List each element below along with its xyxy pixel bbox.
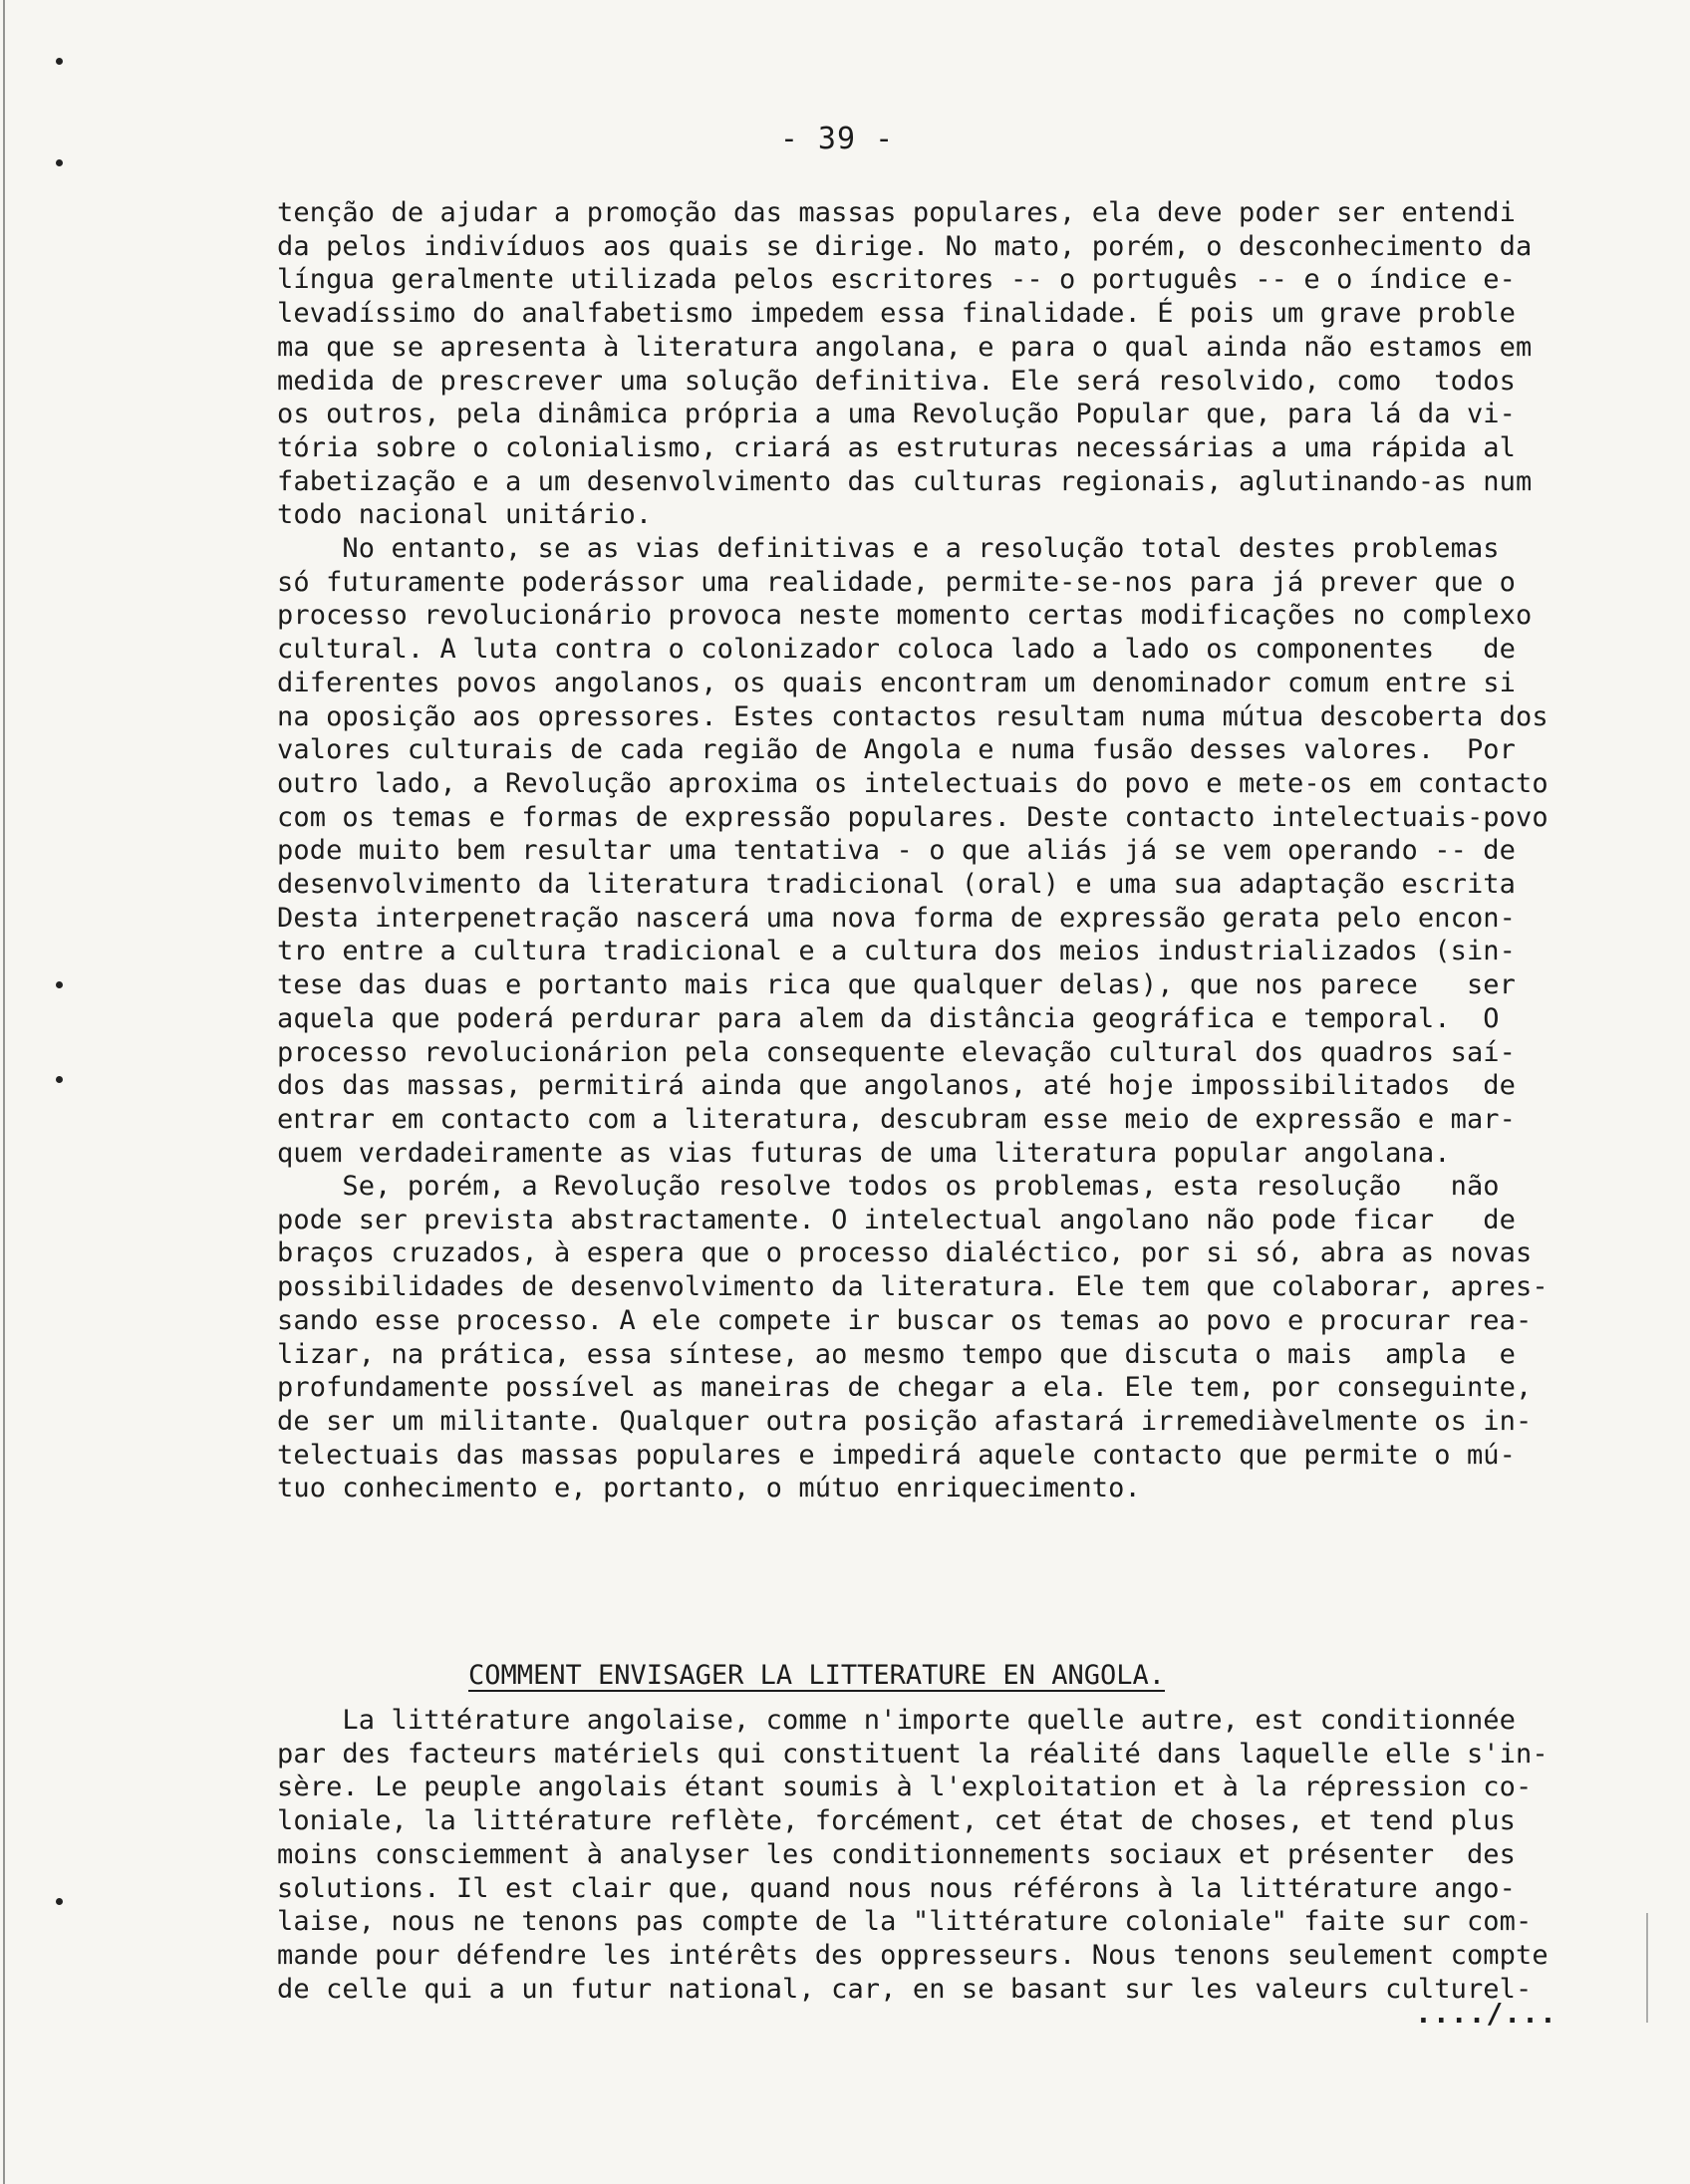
punch-hole-mark <box>56 1076 63 1083</box>
punch-hole-mark <box>56 159 63 166</box>
punch-hole-mark <box>56 58 63 65</box>
punch-hole-mark <box>56 1898 63 1905</box>
page-left-edge <box>3 0 5 2184</box>
punch-hole-mark <box>56 981 63 988</box>
french-paragraph: La littérature angolaise, comme n'importe quelle autre, est conditionnée par des facteurs matériels qui constituent la réalité dans laquelle elle s'in- sère. Le peuple angolais étant soumis à l'exploitation et à la répression co- loniale, la littérature reflète, forcément, cet état de choses, et tend plus moins consciemment à analyser les conditionnements sociaux et présenter des solutions. Il est clair que, quand nous nous référons à la littérature ango- laise, nous ne tenons pas compte de la "littérature coloniale" faite sur com- mande pour défendre les intérêts des oppresseurs. Nous tenons seulement compte de celle qui a un futur national, car, en se basant sur les valeurs culturel- <box>277 1705 1549 2005</box>
continuation-mark: ..../... <box>1415 1997 1557 2030</box>
body-paragraph-3: Se, porém, a Revolução resolve todos os problemas, esta resolução não pode ser prevista abstractamente. O intelectual angolano não pode ficar de braços cruzados, à espera que o processo dialéctico, por si só, abra as novas possibilidades de desenvolvimento da literatura. Ele tem que colaborar, apres- sando esse processo. A ele compete ir buscar os temas ao povo e procurar rea- lizar, na prática, essa síntese, ao mesmo tempo que discuta o mais ampla e profundamente possível as maneiras de chegar a ela. Ele tem, por conseguinte, de ser um militante. Qualquer outra posição afastará irremediàvelmente os in- telectuais das massas populares e impedirá aquele contacto que permite o mú- tuo conhecimento e, portanto, o mútuo enriquecimento. <box>277 1171 1549 1504</box>
page-right-edge-mark <box>1646 1913 1648 2023</box>
page-number: - 39 - <box>779 122 895 156</box>
body-paragraph-2: No entanto, se as vias definitivas e a resolução total destes problemas só futuramente poderássor uma realidade, permite-se-nos para já prever que o processo revolucionário provoca neste momento certas modificações no complexo cultural. A luta contra o colonizador coloca lado a lado os componentes de diferentes povos angolanos, os quais encontram um denominador comum entre si na oposição aos opressores. Estes contactos resultam numa mútua descoberta dos valores culturais de cada região de Angola e numa fusão desses valores. Por outro lado, a Revolução aproxima os intelectuais do povo e mete-os em contacto com os temas e formas de expressão populares. Deste contacto intelectuais-povo pode muito bem resultar uma tentativa - o que aliás já se vem operando -- de desenvolvimento da literatura tradicional (oral) e uma sua adaptação escrita Desta interpenetração nascerá uma nova forma de expressão gerata pelo encon- tro entre a cultura tradicional e a cultura dos meios industrializados (sin- tese das duas e portanto mais rica que qualquer delas), que nos parece ser aquela que poderá perdurar para alem da distância geográfica e temporal. O processo revolucionárion pela consequente elevação cultural dos quadros saí- dos das massas, permitirá ainda que angolanos, até hoje impossibilitados de entrar em contacto com a literatura, descubram esse meio de expressão e mar- quem verdadeiramente as vias futuras de uma literatura popular angolana. <box>277 533 1549 1169</box>
section-heading: COMMENT ENVISAGER LA LITTERATURE EN ANGOLA. <box>468 1660 1165 1691</box>
body-paragraph-1: tenção de ajudar a promoção das massas populares, ela deve poder ser entendi da pelos indivíduos aos quais se dirige. No mato, porém, o desconhecimento da língua geralmente utilizada pelos escritores -- o português -- e o índice e- levadíssimo do analfabetismo impedem essa finalidade. É pois um grave proble ma que se apresenta à literatura angolana, e para o qual ainda não estamos em medida de prescrever uma solução definitiva. Ele será resolvido, como todos os outros, pela dinâmica própria a uma Revolução Popular que, para lá da vi- tória sobre o colonialismo, criará as estruturas necessárias a uma rápida al fabetização e a um desenvolvimento das culturas regionais, aglutinando-as num todo nacional unitário. <box>277 197 1533 531</box>
